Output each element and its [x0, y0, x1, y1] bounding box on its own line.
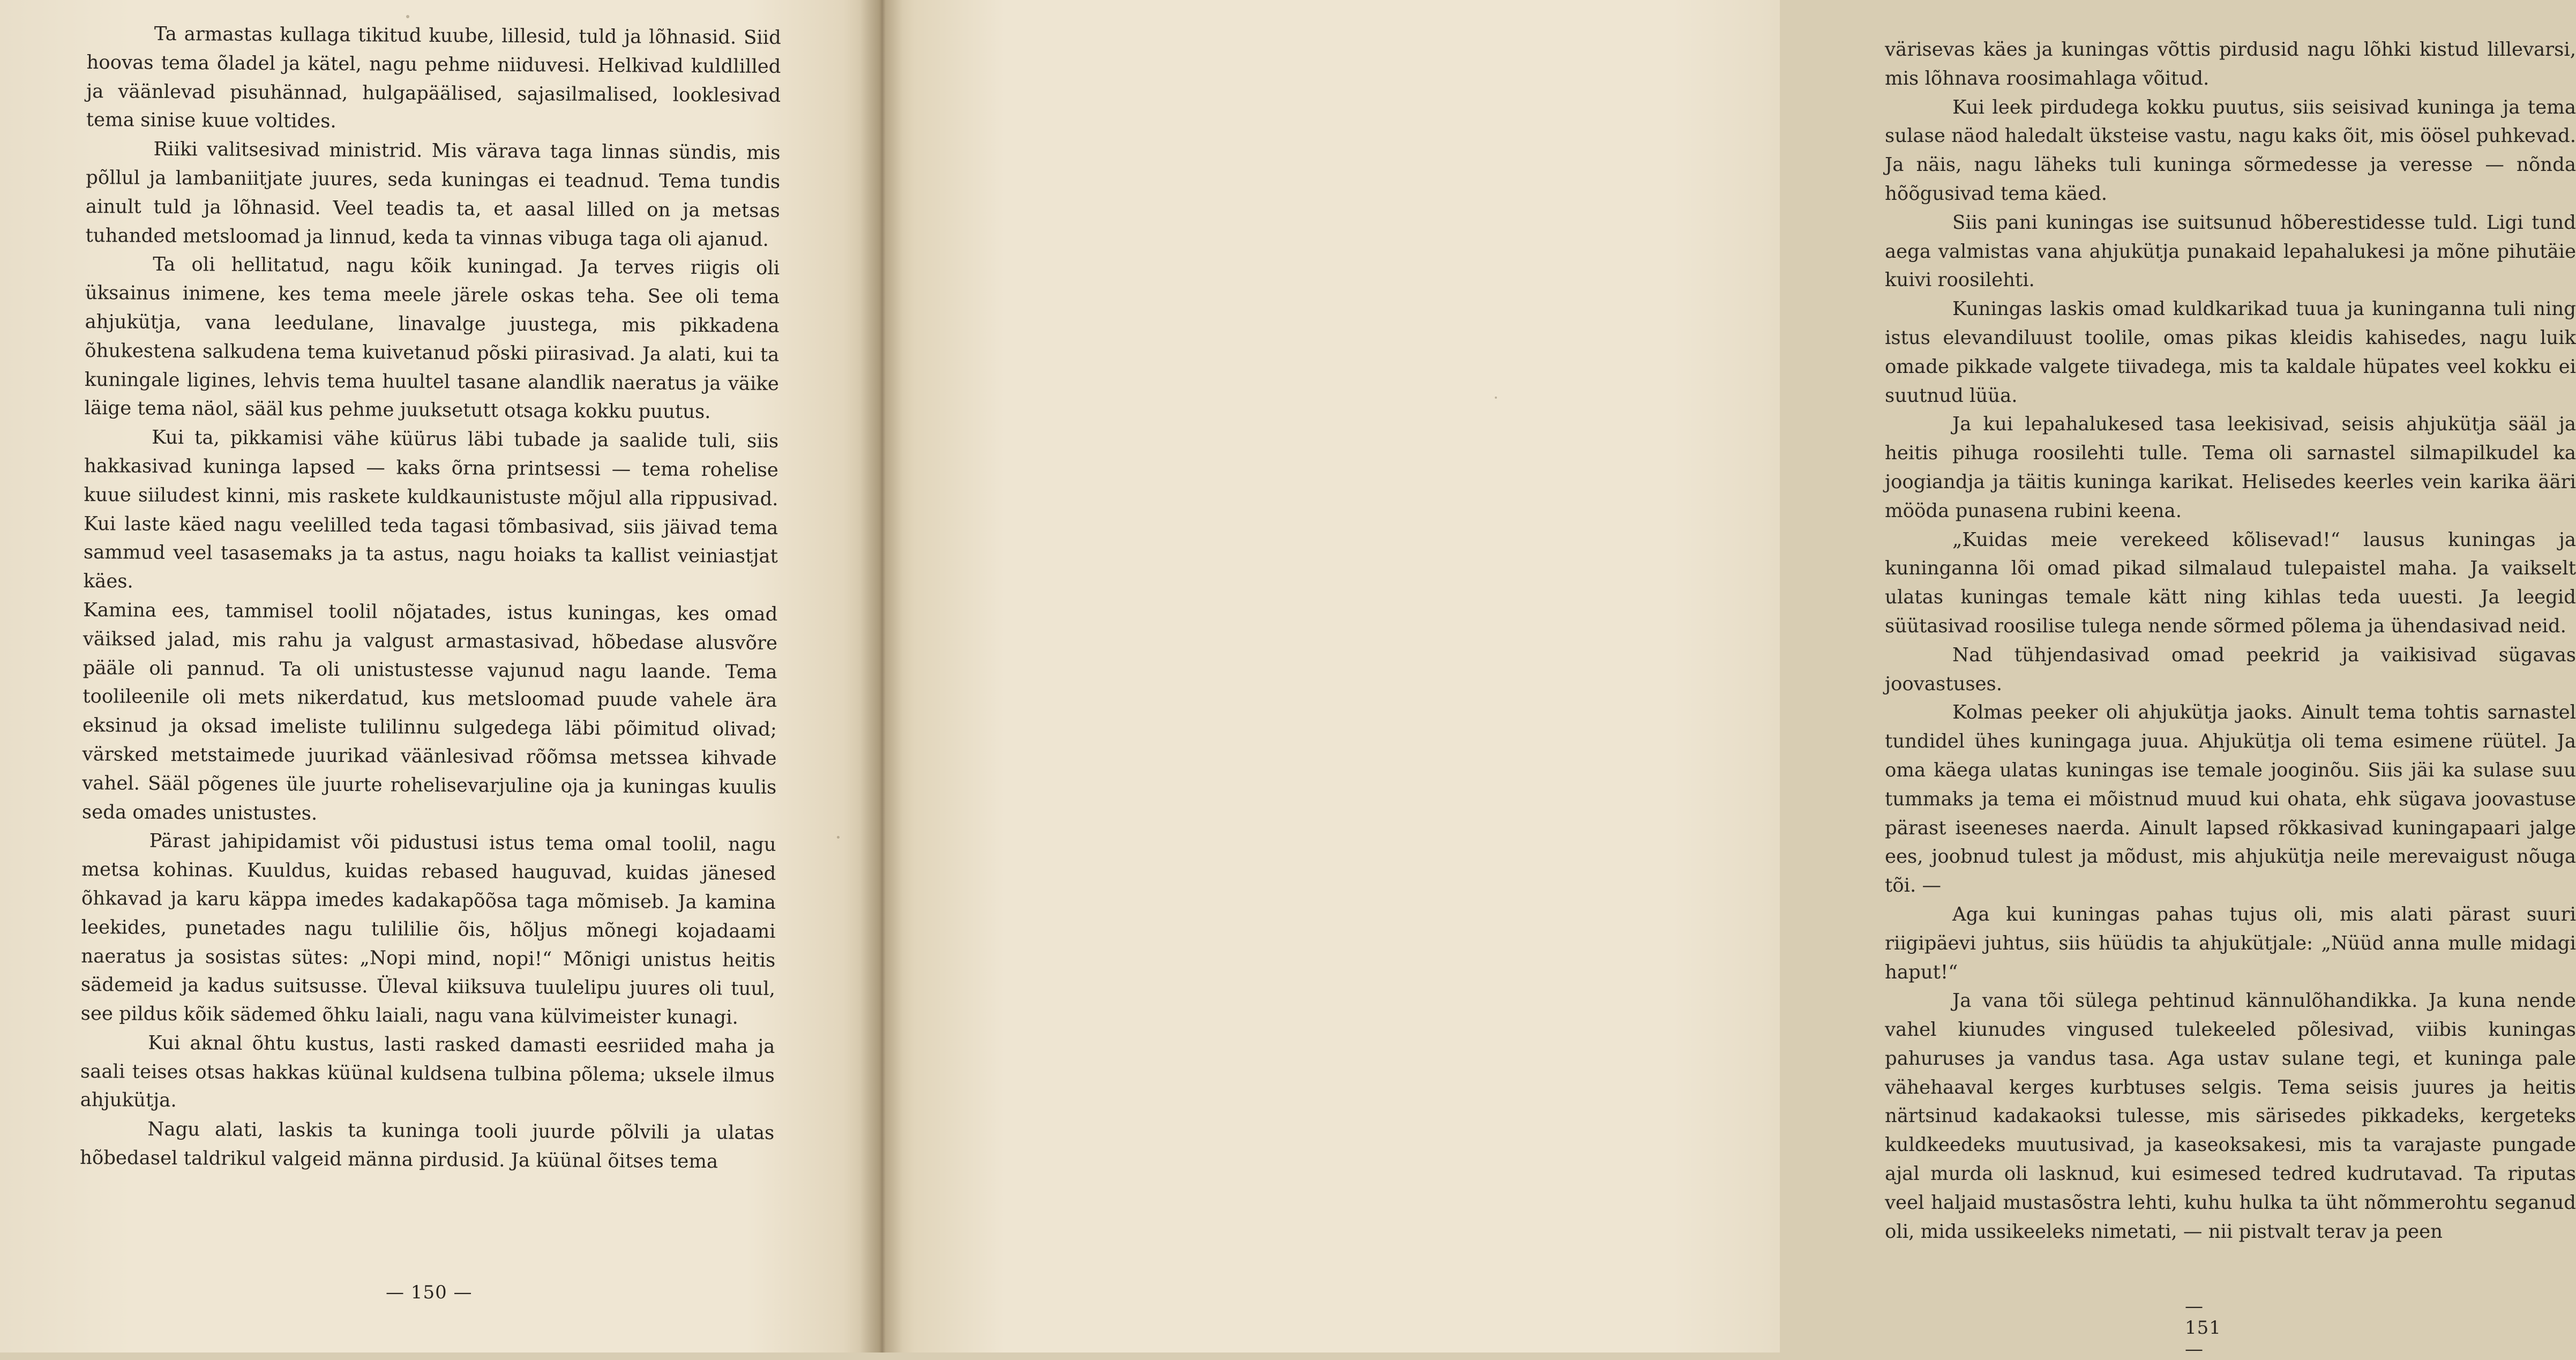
paragraph: Kolmas peeker oli ahjukütja jaoks. Ainult tema tohtis sarnastel tundidel ühes kuningaga juua. Ahjukütja oli tema esimene rüütel. Ja oma käega ulatas kuningas ise temale jooginõu. Siis jäi ka sulase suu tummaks ja tema ei mõistnud muud kui ohata, ehk sügava joovastuse pärast iseeneses naerda. Ainult lapsed rõkkasivad kuningapaari jalge ees, joobnud tulest ja mõdust, mis ahjukütja neile merevaigust nõuga tõi. — [1885, 701, 2576, 897]
paragraph: Nad tühjendasivad omad peekrid ja vaikisivad sügavas joovastuses. [1885, 644, 2576, 695]
paper-speck [1495, 397, 1497, 399]
paragraph: Riiki valitsesivad ministrid. Mis värava taga linnas sündis, mis põllul ja lambaniitjate juures, seda kuningas ei teadnud. Tema tundis ainult tuld ja lõhnasid. Veel teadis ta, et aasal lilled on ja metsas tuhanded metsloomad ja linnud, keda ta vinnas vibuga taga oli ajanud. [85, 138, 781, 251]
paper-speck [837, 836, 840, 839]
paragraph: Ta oli hellitatud, nagu kõik kuningad. Ja terves riigis oli üksainus inimene, kes tema meele järele oskas teha. See oli tema ahjukütja, vana leedulane, linavalge juustega, mis pikkadena õhukestena salkudena tema kuivetanud põski piirasivad. Ja alati, kui ta kuningale ligines, lehvis tema huultel tasane alandlik naeratus ja väike läige tema näol, sääl kus pehme juuksetutt otsaga kokku puutus. [84, 253, 780, 423]
paragraph: Siis pani kuningas ise suitsunud hõberestidesse tuld. Ligi tund aega valmistas vana ahjukütja punakaid lepahalukesi ja mõne pihutäie kuivi roosilehti. [1885, 211, 2576, 292]
paragraph: värisevas käes ja kuningas võttis pirdusid nagu lõhki kistud lillevarsi, mis lõhnava roosimahlaga võitud. [1885, 39, 2576, 89]
paragraph: Ja vana tõi sülega pehtinud kännulõhandikka. Ja kuna nende vahel kiunudes vingused tulekeeled põlesivad, viibis kuningas pahuruses ja vandus tasa. Aga ustav sulane tegi, et kuninga pale vähehaaval kerges kurbtuses selgis. Tema seisis juures ja heitis närtsinud kadakaoksi tulesse, mis särisedes pikkadeks, kergeteks kuldkeedeks muutusivad, ja kaseoksakesi, mis ta varajaste pungade ajal murda oli lasknud, kui esimesed tedred kudrutavad. Ta riputas veel haljaid mustasõstra lehti, kuhu hulka ta üht nõmmerohtu seganud oli, mida ussikeeleks nimetati, — nii pistvalt terav ja peen [1885, 990, 2576, 1243]
paragraph: Kui aknal õhtu kustus, lasti rasked damasti eesriided maha ja saali teises otsas hakkas küünal kuldsena tulbina põlema; uksele ilmus ahjukütja. [80, 1032, 775, 1112]
paragraph: Kui ta, pikkamisi vähe küürus läbi tubade ja saalide tuli, siis hakkasivad kuninga lapsed — kaks õrna printsessi — tema rohelise kuue siiludest kinni, mis raskete kuldkaunistuste mõjul alla rippusivad. Kui laste käed nagu veelilled teda tagasi tõmbasivad, siis jäivad tema sammud veel tasasemaks ja ta astus, nagu hoiaks ta kallist veiniastjat käes. [83, 426, 779, 593]
page-number-left: — 150 — [386, 1282, 473, 1303]
paragraph: Kuningas laskis omad kuldkarikad tuua ja kuninganna tuli ning istus elevandiluust toolile, omas pikas kleidis kahisedes, nagu luik omade pikkade valgete tiivadega, mis ta kaldale hüpates veel kokku ei suutnud lüüa. [1885, 298, 2576, 407]
paragraph: Ja kui lepahalukesed tasa leekisivad, seisis ahjukütja sääl ja heitis pihuga roosilehti tulle. Tema oli sarnastel silmapilkudel ka joogiandja ja täitis kuninga karikat. Helisedes keerles vein karika ääri mööda punasena rubini keena. [1885, 413, 2576, 522]
left-page-text [80, 19, 781, 1177]
paragraph: Aga kui kuningas pahas tujus oli, mis alati pärast suuri riigipäevi juhtus, siis hüüdis ta ahjukütjale: „Nüüd anna mulle midagi haput!“ [1885, 903, 2576, 983]
right-page [879, 0, 2576, 1360]
right-page-text [1885, 35, 2576, 1246]
paragraph: „Kuidas meie verekeed kõlisevad!“ lausus kuningas ja kuninganna lõi omad pikad silmalaud tulepaistel maha. Ja vaikselt ulatas kuningas temale kätt ning kihlas teda uuesti. Ja leegid süütasivad roosilise tulega nende sõrmed põlema ja ühendasivad neid. [1885, 528, 2576, 637]
paper-speck [406, 15, 409, 18]
page-number-right: — 151 — [2185, 1296, 2221, 1360]
paragraph: Ta armastas kullaga tikitud kuube, lillesid, tuld ja lõhnasid. Siid hoovas tema õladel ja kätel, nagu pehme niiduvesi. Helkivad kuldlilled ja väänlevad pisuhännad, hulgapäälised, sajasilmalised, looklesivad tema sinise kuue voltides. [86, 23, 781, 133]
paragraph: Kui leek pirdudega kokku puutus, siis seisivad kuninga ja tema sulase näod haledalt üksteise vastu, nagu kaks õit, mis öösel puhkevad. Ja näis, nagu läheks tuli kuninga sõrmedesse ja veresse — nõnda hõõgusivad tema käed. [1885, 96, 2576, 205]
book-gutter [860, 0, 903, 1352]
paragraph: Pärast jahipidamist või pidustusi istus tema omal toolil, nagu metsa kohinas. Kuuldus, kuidas rebased hauguvad, kuidas jänesed õhkavad ja karu käppa imedes kadakapõõsa taga mõmiseb. Ja kamina leekides, punetades nagu tulililie õis, hõljus mõnegi kojadaami naeratus ja sosistas sütes: „Nopi mind, nopi!“ Mõnigi unistus heitis sädemeid ja kadus suitsusse. Üleval kiiksuva tuulelipu juures oli tuul, see pildus kõik sädemed õhku laiali, nagu vana külvimeister kunagi. [80, 830, 776, 1029]
left-page [0, 0, 879, 1352]
paragraph: Nagu alati, laskis ta kuninga tooli juurde põlvili ja ulatas hõbedasel taldrikul valgeid männa pirdusid. Ja küünal õitses tema [79, 1118, 775, 1173]
paragraph: Kamina ees, tammisel toolil nõjatades, istus kuningas, kes omad väiksed jalad, mis rahu ja valgust armastasivad, hõbedase alusvõre pääle oli pannud. Ta oli unistustesse vajunud nagu laande. Tema toolileenile oli mets nikerdatud, kus metsloomad puude vahele ära eksinud ja oksad imeliste tulilinnu sulgedega läbi põimitud olivad; värsked metstaimede juurikad väänlesivad rõõmsa metssea kihvade vahel. Sääl põgenes üle juurte rohelisevarjuline oja ja kuningas kuulis seda omades unistustes. [81, 599, 778, 825]
